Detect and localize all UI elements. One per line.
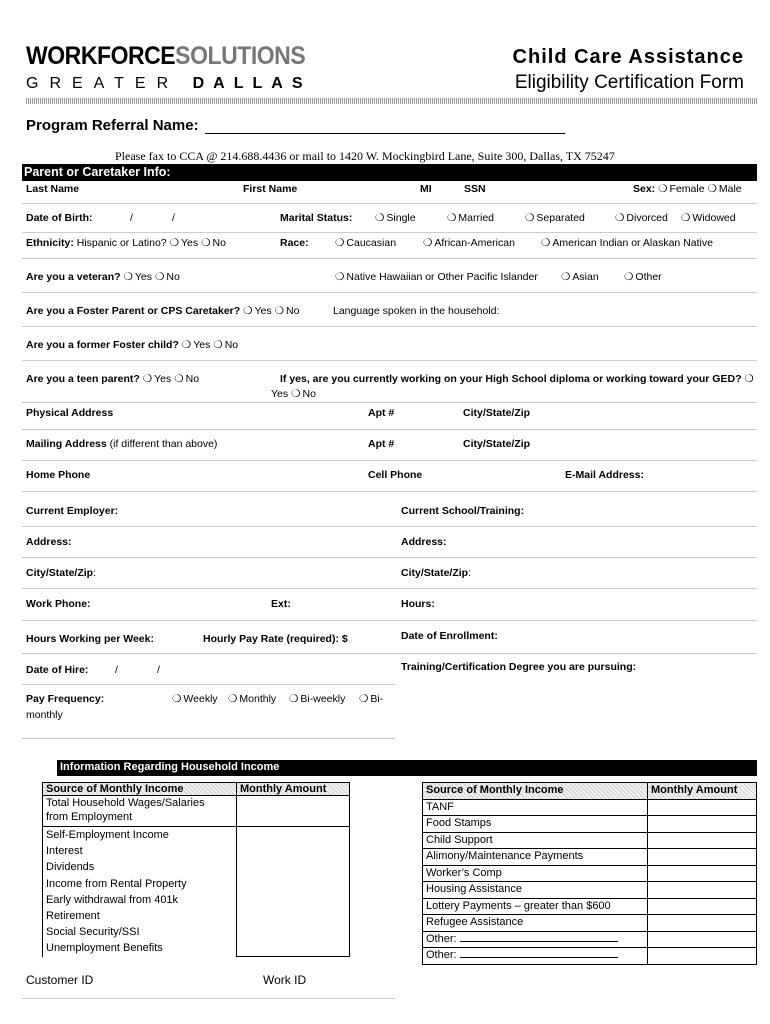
- divider: [22, 460, 757, 461]
- income-source: Retirement: [46, 910, 100, 923]
- email-label: E-Mail Address:: [565, 469, 644, 481]
- radio-separated[interactable]: ❍ Separated: [525, 212, 585, 224]
- radio-former-foster-no[interactable]: ❍ No: [213, 339, 238, 351]
- divider: [22, 620, 757, 621]
- divider: [22, 588, 757, 589]
- table-row: [423, 816, 757, 833]
- radio-american-indian[interactable]: ❍ American Indian or Alaskan Native: [541, 237, 713, 249]
- divider: [22, 738, 395, 739]
- mailing-address-label: Mailing Address (if different than above): [26, 438, 218, 450]
- date-of-hire-label: Date of Hire:: [26, 664, 89, 676]
- home-phone-label: Home Phone: [26, 469, 91, 481]
- other-blank[interactable]: [460, 957, 618, 958]
- employer-city-label: City/State/Zip:: [26, 567, 97, 579]
- pay-frequency-label: Pay Frequency:: [26, 693, 105, 705]
- radio-foster-no[interactable]: ❍ No: [275, 305, 300, 317]
- income-table-right: [422, 782, 757, 965]
- logo-greater-dallas: GREATER DALLAS: [26, 75, 312, 92]
- income-source: Social Security/SSI: [46, 926, 140, 939]
- radio-veteran-yes[interactable]: ❍ Yes: [123, 271, 152, 283]
- divider: [22, 232, 757, 233]
- divider: [22, 557, 757, 558]
- income-source: Interest: [46, 845, 83, 858]
- dob-label: Date of Birth:: [26, 212, 93, 224]
- table-header-row: [43, 783, 350, 796]
- radio-monthly[interactable]: ❍ Monthly: [228, 693, 276, 705]
- radio-ged-marker[interactable]: [744, 373, 755, 385]
- work-id-label: Work ID: [263, 973, 307, 987]
- radio-married[interactable]: ❍ Married: [447, 212, 494, 224]
- apt-label: Apt #: [368, 438, 395, 450]
- amount-cell[interactable]: [648, 948, 757, 965]
- physical-address-label: Physical Address: [26, 407, 114, 419]
- radio-hawaiian[interactable]: ❍ Native Hawaiian or Other Pacific Islander: [335, 271, 538, 283]
- city-state-zip-label: City/State/Zip: [463, 438, 531, 450]
- other-blank[interactable]: [460, 941, 618, 942]
- ethnicity-group: Ethnicity: Hispanic or Latino? ❍ Yes ❍ No: [26, 237, 226, 249]
- amount-cell[interactable]: [648, 816, 757, 833]
- teen-parent-group: Are you a teen parent? ❍ Yes ❍ No: [26, 373, 199, 385]
- ext-label: Ext:: [271, 598, 291, 610]
- section-header-parent: Parent or Caretaker Info:: [22, 164, 757, 181]
- amount-cell[interactable]: [648, 898, 757, 915]
- table-row: [423, 948, 757, 965]
- school-city-label: City/State/Zip:: [401, 567, 472, 579]
- hours-label: Hours:: [401, 598, 435, 610]
- income-source: Worker’s Comp: [423, 865, 648, 882]
- income-source: Self-Employment Income: [46, 829, 169, 841]
- radio-ethnicity-yes[interactable]: ❍ Yes: [170, 237, 199, 249]
- income-source: Lottery Payments – greater than $600: [423, 898, 648, 915]
- amount-cell[interactable]: [648, 882, 757, 899]
- foster-parent-group: Are you a Foster Parent or CPS Caretaker? ❍ Yes ❍ No: [26, 305, 299, 317]
- income-source-other: Other:: [423, 931, 648, 948]
- dob-slash: /: [130, 212, 133, 224]
- apt-label: Apt #: [368, 407, 395, 419]
- radio-african-american[interactable]: ❍ African-American: [423, 237, 515, 249]
- radio-divorced[interactable]: ❍ Divorced: [615, 212, 668, 224]
- income-source: Refugee Assistance: [423, 915, 648, 932]
- table-row: [43, 827, 350, 957]
- amount-cell[interactable]: [648, 865, 757, 882]
- income-source: Child Support: [423, 832, 648, 849]
- table-row: [423, 882, 757, 899]
- last-name-label: Last Name: [26, 183, 80, 195]
- customer-id-label: Customer ID: [26, 973, 94, 987]
- current-employer-label: Current Employer:: [26, 505, 119, 517]
- amount-cell[interactable]: [648, 849, 757, 866]
- income-source-list: [43, 827, 237, 957]
- hourly-rate-label: Hourly Pay Rate (required): $: [203, 633, 348, 645]
- enrollment-label: Date of Enrollment:: [401, 630, 498, 642]
- first-name-label: First Name: [243, 183, 298, 195]
- radio-veteran-no[interactable]: ❍ No: [155, 271, 180, 283]
- table-row: [423, 931, 757, 948]
- amount-cell[interactable]: [648, 832, 757, 849]
- column-header: Source of Monthly Income: [43, 783, 237, 796]
- table-row: [423, 799, 757, 816]
- column-header: Monthly Amount: [237, 783, 350, 796]
- city-state-zip-label: City/State/Zip: [463, 407, 531, 419]
- radio-weekly[interactable]: ❍ Weekly: [172, 693, 218, 705]
- mi-label: MI: [420, 183, 432, 195]
- income-table-left: [42, 782, 350, 957]
- ged-question: If yes, are you currently working on your High School diploma or working toward your GED? ❍: [280, 373, 756, 385]
- amount-cell[interactable]: [648, 915, 757, 932]
- table-row: [423, 849, 757, 866]
- radio-male[interactable]: ❍ Male: [707, 183, 741, 195]
- form-title: Child Care Assistance: [512, 46, 744, 68]
- table-row: [423, 832, 757, 849]
- radio-former-foster-yes[interactable]: ❍ Yes: [182, 339, 211, 351]
- divider: [22, 326, 757, 327]
- amount-cell[interactable]: [237, 827, 350, 957]
- radio-ged-no[interactable]: ❍ No: [291, 388, 316, 400]
- hire-slash: /: [115, 664, 118, 676]
- radio-foster-yes[interactable]: ❍ Yes: [243, 305, 272, 317]
- training-degree-label: Training/Certification Degree you are pursuing:: [401, 661, 637, 673]
- income-source: Unemployment Benefits: [46, 942, 163, 955]
- language-label: Language spoken in the household:: [333, 305, 500, 317]
- income-source-other: Other:: [423, 948, 648, 965]
- current-school-label: Current School/Training:: [401, 505, 525, 517]
- ssn-label: SSN: [464, 183, 486, 195]
- radio-teen-yes[interactable]: ❍ Yes: [143, 373, 172, 385]
- radio-biweekly[interactable]: ❍ Bi-weekly: [289, 693, 345, 705]
- radio-single[interactable]: ❍ Single: [375, 212, 416, 224]
- hours-per-week-label: Hours Working per Week:: [26, 633, 154, 645]
- column-header: Monthly Amount: [648, 783, 757, 800]
- radio-female[interactable]: ❍ Female: [658, 183, 704, 195]
- amount-cell[interactable]: [648, 799, 757, 816]
- divider: [22, 684, 395, 685]
- divider: [22, 998, 395, 999]
- divider: [22, 258, 757, 259]
- income-source: Early withdrawal from 401k: [46, 893, 179, 906]
- header-divider: [26, 98, 757, 104]
- radio-other-race[interactable]: ❍ Other: [624, 271, 662, 283]
- radio-bimonthly[interactable]: ❍ Bi-: [359, 693, 383, 705]
- amount-cell[interactable]: [237, 796, 350, 827]
- amount-cell[interactable]: [648, 931, 757, 948]
- radio-asian[interactable]: ❍ Asian: [561, 271, 599, 283]
- divider: [22, 203, 757, 204]
- income-source: Income from Rental Property: [46, 877, 187, 890]
- radio-caucasian[interactable]: ❍ Caucasian: [335, 237, 396, 249]
- table-header-row: [423, 783, 757, 800]
- employer-address-label: Address:: [26, 536, 72, 548]
- radio-ged-yes[interactable]: Yes: [271, 388, 289, 400]
- marital-label: Marital Status:: [280, 212, 353, 224]
- ged-options: [271, 388, 316, 400]
- radio-teen-no[interactable]: ❍ No: [174, 373, 199, 385]
- divider: [22, 491, 757, 492]
- former-foster-group: Are you a former Foster child? ❍ Yes ❍ No: [26, 339, 238, 351]
- fax-instructions: Please fax to CCA @ 214.688.4436 or mail to 1420 W. Mockingbird Lane, Suite 300, Dallas, TX 75247: [115, 149, 615, 163]
- income-source: Housing Assistance: [423, 882, 648, 899]
- referral-label: Program Referral Name:: [26, 117, 199, 134]
- divider: [22, 292, 757, 293]
- divider: [22, 653, 757, 654]
- column-header: Source of Monthly Income: [423, 783, 648, 800]
- radio-ethnicity-no[interactable]: ❍ No: [201, 237, 226, 249]
- income-source: TANF: [423, 799, 648, 816]
- sex-group: Sex: ❍ Female ❍ Male: [633, 183, 742, 195]
- referral-input-line[interactable]: [205, 133, 565, 134]
- form-subtitle: Eligibility Certification Form: [514, 72, 744, 93]
- veteran-group: Are you a veteran? ❍ Yes ❍ No: [26, 271, 180, 283]
- school-address-label: Address:: [401, 536, 447, 548]
- logo-workforce: WORKFORCESOLUTIONS: [26, 42, 306, 70]
- divider: [22, 360, 757, 361]
- dob-slash: /: [172, 212, 175, 224]
- bimonthly-continuation: monthly: [26, 709, 63, 721]
- radio-widowed[interactable]: ❍ Widowed: [681, 212, 736, 224]
- divider: [22, 526, 757, 527]
- table-row: [423, 898, 757, 915]
- race-label: Race:: [280, 237, 309, 249]
- work-phone-label: Work Phone:: [26, 598, 91, 610]
- income-source: Alimony/Maintenance Payments: [423, 849, 648, 866]
- hire-slash: /: [157, 664, 160, 676]
- income-source: Dividends: [46, 861, 95, 874]
- income-source: Total Household Wages/Salaries from Employment: [43, 796, 237, 827]
- section-header-income: Information Regarding Household Income: [57, 760, 757, 776]
- table-row: [423, 915, 757, 932]
- cell-phone-label: Cell Phone: [368, 469, 423, 481]
- divider: [22, 429, 757, 430]
- table-row: [423, 865, 757, 882]
- table-row: [43, 796, 350, 827]
- divider: [22, 402, 757, 403]
- income-source: Food Stamps: [423, 816, 648, 833]
